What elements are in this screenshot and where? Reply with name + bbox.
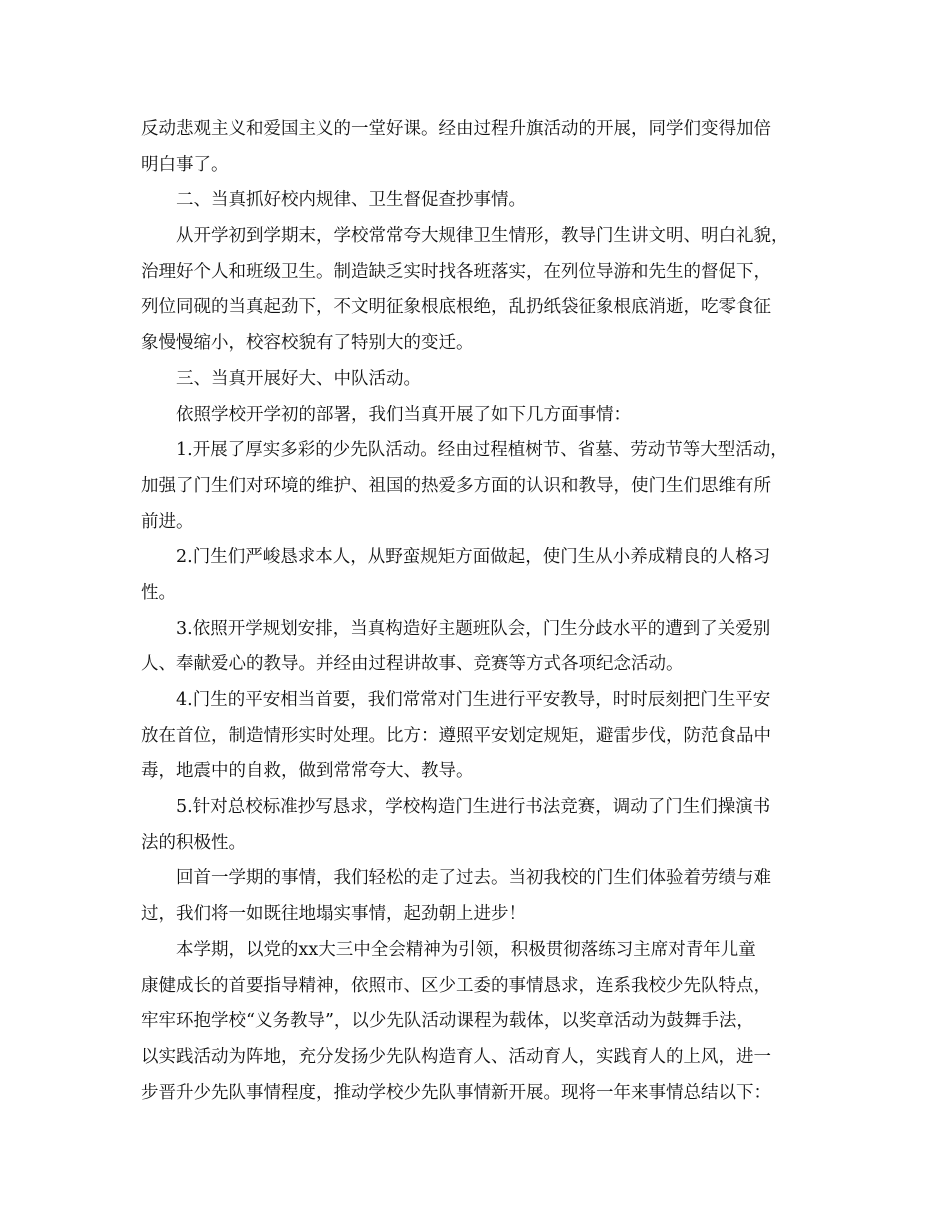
section-heading: 三、当真开展好大、中队活动。: [176, 368, 421, 389]
text-line: 依照学校开学初的部署，我们当真开展了如下几方面事情：: [176, 404, 631, 425]
text-line: 放在首位，制造情形实时处理。比方：遵照平安划定规矩，避雷步伐，防范食品中: [141, 725, 771, 746]
section-heading: 二、当真抓好校内规律、卫生督促查抄事情。: [176, 190, 526, 211]
list-item: 3.依照开学规划安排，当真构造好主题班队会，门生分歧水平的遭到了关爱别: [176, 618, 771, 639]
text-line: 象慢慢缩小，校容校貌有了特别大的变迁。: [141, 333, 474, 354]
list-item: 5.针对总校标准抄写恳求，学校构造门生进行书法竞赛，调动了门生们操演书: [176, 797, 771, 818]
text-line: 过，我们将一如既往地塌实事情，起劲朝上进步！: [141, 904, 526, 925]
text-line: 明白事了。: [141, 154, 229, 175]
text-line: 毒，地震中的自救，做到常常夸大、教导。: [141, 761, 474, 782]
text-line: 前进。: [141, 511, 194, 532]
text-line: 康健成长的首要指导精神，依照市、区少工委的事情恳求，连系我校少先队特点，: [141, 975, 771, 996]
list-item: 1.开展了厚实多彩的少先队活动。经由过程植树节、省墓、劳动节等大型活动，: [176, 440, 788, 461]
text-line: 治理好个人和班级卫生。制造缺乏实时找各班落实，在列位导游和先生的督促下，: [141, 261, 771, 282]
text-line: 法的积极性。: [141, 832, 246, 853]
text-line: 回首一学期的事情，我们轻松的走了过去。当初我校的门生们体验着劳绩与难: [176, 868, 771, 889]
text-line: 以实践活动为阵地，充分发扬少先队构造育人、活动育人，实践育人的上风，进一: [141, 1046, 771, 1067]
text-line: 牢牢环抱学校“义务教导”，以少先队活动课程为载体，以奖章活动为鼓舞手法，: [141, 1011, 754, 1032]
text-line: 人、奉献爱心的教导。并经由过程讲故事、竞赛等方式各项纪念活动。: [141, 654, 684, 675]
text-line: 从开学初到学期末，学校常常夸大规律卫生情形，教导门生讲文明、明白礼貌，: [176, 226, 789, 247]
list-item: 4.门生的平安相当首要，我们常常对门生进行平安教导，时时辰刻把门生平安: [176, 690, 771, 710]
text-line: 本学期，以党的xx大三中全会精神为引领，积极贯彻落练习主席对青年儿童: [176, 939, 756, 960]
list-item: 2.门生们严峻恳求本人，从野蛮规矩方面做起，使门生从小养成精良的人格习: [176, 547, 771, 568]
document-body: [141, 112, 821, 1111]
text-line: 反动悲观主义和爱国主义的一堂好课。经由过程升旗活动的开展，同学们变得加倍: [141, 119, 771, 139]
text-line: 加强了门生们对环境的维护、祖国的热爱多方面的认识和教导，使门生们思维有所: [141, 475, 771, 496]
text-line: 步晋升少先队事情程度，推动学校少先队事情新开展。现将一年来事情总结以下：: [141, 1082, 771, 1103]
text-line: 性。: [141, 582, 176, 603]
text-line: 列位同砚的当真起劲下，不文明征象根底根绝，乱扔纸袋征象根底消逝，吃零食征: [141, 297, 771, 318]
